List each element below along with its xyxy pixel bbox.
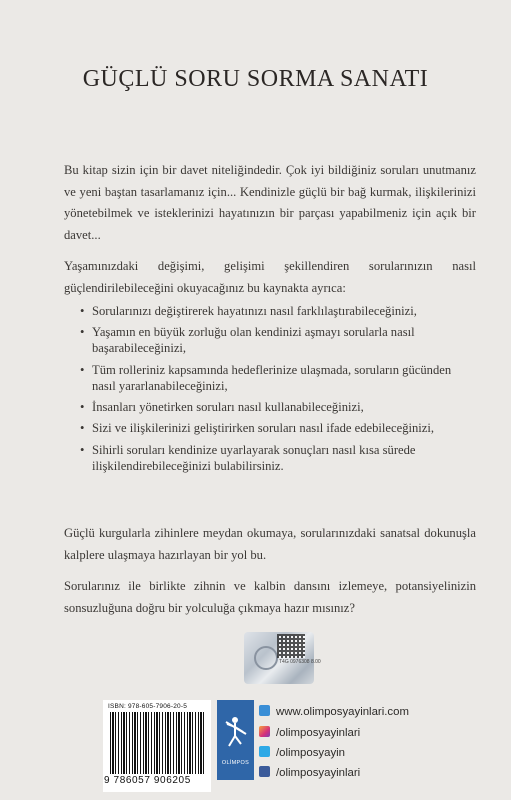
- list-item: • Sizi ve ilişkilerinizi geliştirirken soruları nasıl ifade edebileceğinizi,: [80, 420, 460, 436]
- publisher-logo: [217, 700, 254, 780]
- twitter-icon: [259, 746, 270, 757]
- archer-icon: [222, 714, 248, 754]
- lead-paragraph: Yaşamınızdaki değişimi, gelişimi şekillendiren sorularınızın nasıl güçlendirilebileceğini okuyacağınız bu kaynakta ayrıca:: [64, 259, 476, 295]
- facebook-handle: /olimposyayinlari: [276, 767, 361, 779]
- benefits-list: [80, 303, 460, 479]
- contact-twitter[interactable]: [259, 746, 345, 761]
- contact-facebook[interactable]: [259, 766, 360, 781]
- facebook-icon: [259, 766, 270, 777]
- qr-code: [277, 634, 305, 658]
- list-item: • Yaşamın en büyük zorluğu olan kendinizi aşmayı sorularla nasıl başarabileceğinizi,: [80, 324, 460, 357]
- intro-paragraph: Bu kitap sizin için bir davet niteliğindedir. Çok iyi bildiğiniz soruları unutmanız ve yeni baştan tasarlamanız için... Kendinizle güçlü bir bağ kurmak, ilişkilerinizi yönetebilmek ve isteklerinizi hayatınızın bir parçası yapabilmeniz için açık bir davet...: [64, 163, 476, 242]
- list-item: • Tüm rolleriniz kapsamında hedeflerinize ulaşmada, soruların gücünden nasıl yararlanabileceğinizi,: [80, 362, 460, 395]
- list-item: • Sorularınızı değiştirerek hayatınızı nasıl farklılaştırabileceğinizi,: [80, 303, 460, 319]
- closing-paragraph-1: Güçlü kurgularla zihinlere meydan okumaya, sorularınızdaki sanatsal dokunuşla kalplere ulaşmaya hazırlayan bir yol bu.: [64, 526, 476, 562]
- globe-icon: [259, 705, 270, 716]
- book-title: GÜÇLÜ SORU SORMA SANATI: [82, 66, 429, 92]
- publisher-name: OLİMPOS: [221, 760, 250, 766]
- instagram-handle: /olimposyayinlari: [276, 727, 361, 739]
- contact-instagram[interactable]: [259, 726, 360, 741]
- twitter-handle: /olimposyayin: [276, 747, 346, 759]
- closing-paragraph-2: Sorularınız ile birlikte zihnin ve kalbin dansını izlemeye, potansiyelinizin sonsuzluğuna doğru bir yolculuğa çıkmaya hazır mısınız?: [64, 579, 476, 615]
- list-item: • Sihirli soruları kendinize uyarlayarak sonuçları nasıl kısa sürede ilişkilendirebileceğinizi bulabilirsiniz.: [80, 442, 460, 475]
- hologram-code: T4G 0976308 8.00: [279, 659, 321, 665]
- barcode: [110, 712, 206, 774]
- barcode-number: 9 786057 906205: [104, 775, 191, 786]
- list-item: • İnsanları yönetirken soruları nasıl kullanabileceğinizi,: [80, 399, 460, 415]
- instagram-icon: [259, 726, 270, 737]
- website-text: www.olimposyayinlari.com: [276, 706, 409, 718]
- hologram-seal-icon: [254, 646, 278, 670]
- isbn-label: ISBN: 978-605-7906-20-5: [108, 703, 188, 710]
- contact-web[interactable]: [259, 705, 409, 720]
